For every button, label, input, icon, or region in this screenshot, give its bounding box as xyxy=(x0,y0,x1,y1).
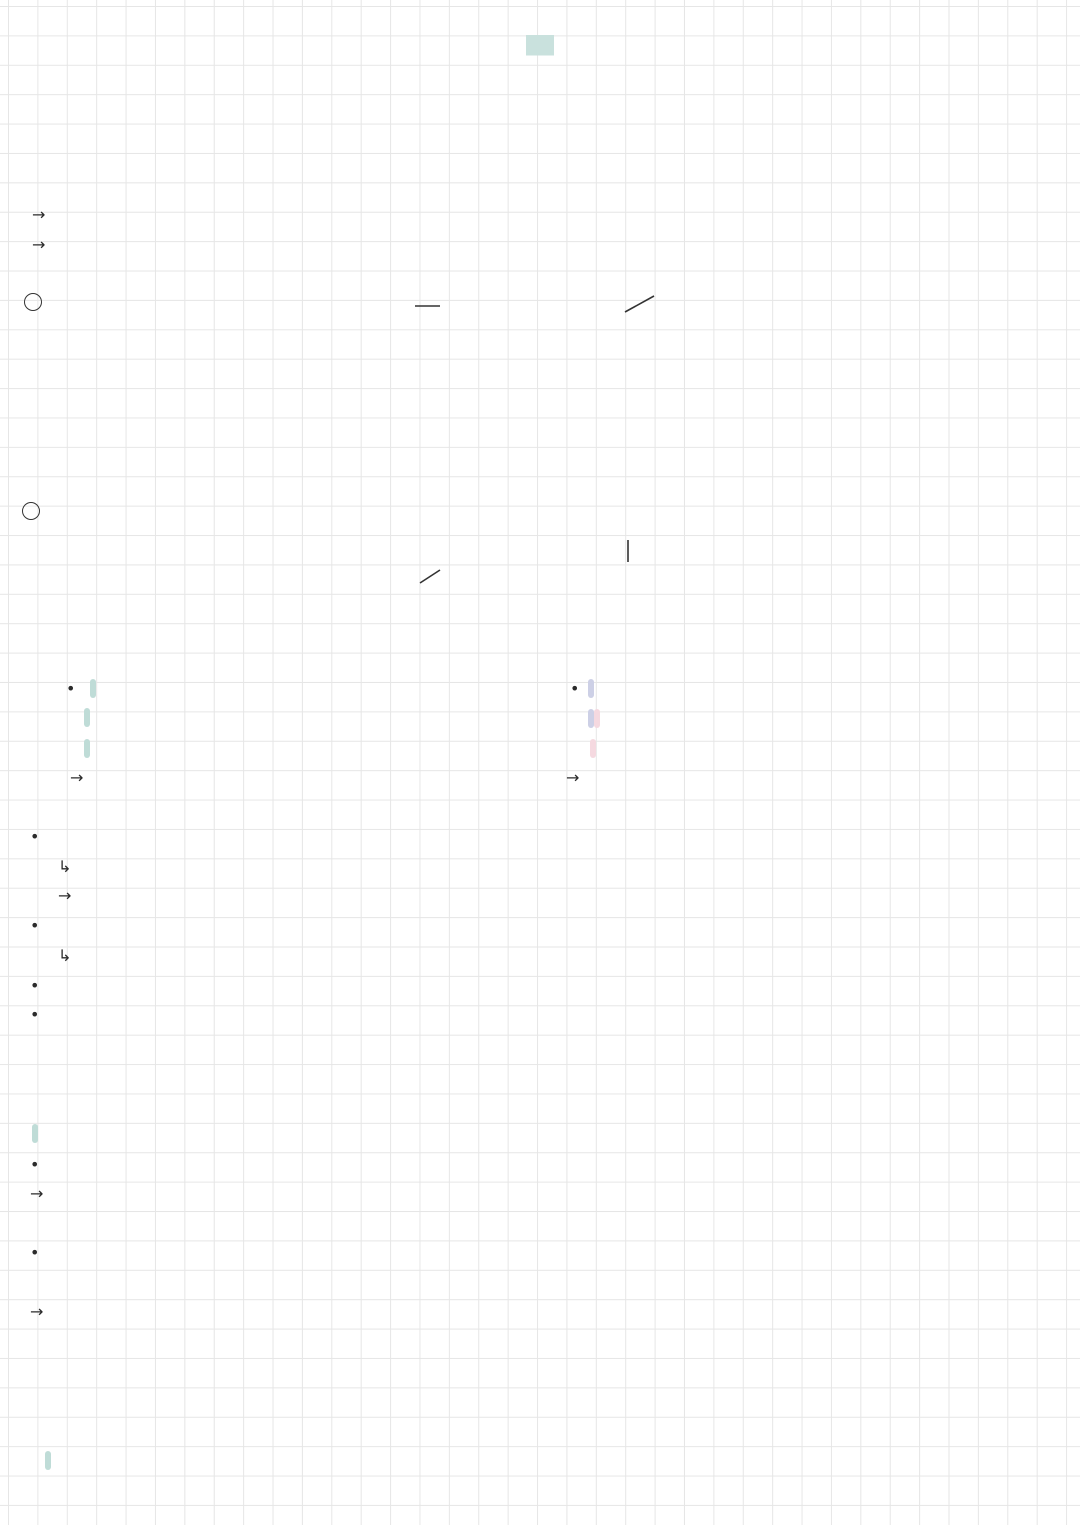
innerhalb-line-3 xyxy=(590,739,596,759)
bullet-icon: • xyxy=(570,679,588,698)
pumpe-line-6 xyxy=(30,1302,45,1322)
main-line-3 xyxy=(58,886,73,906)
ausserhalb-b2-highlight xyxy=(84,708,90,727)
ausserhalb-line-3 xyxy=(84,739,90,759)
bullet-icon: • xyxy=(30,916,55,935)
innerhalb-b3-highlight xyxy=(590,739,596,758)
pumpe-conclusion-text xyxy=(45,1451,51,1470)
arrow-right-icon: → xyxy=(30,1302,46,1321)
arrow-right-icon: → xyxy=(32,235,48,254)
ausserhalb-b1-highlight xyxy=(90,679,96,698)
pumpe-line-9 xyxy=(62,1391,75,1411)
pumpe-line-8 xyxy=(62,1362,75,1382)
arrow-hook-icon: ↳ xyxy=(58,946,74,965)
pumpe-conclusion xyxy=(32,1451,51,1471)
ausserhalb-b3-highlight xyxy=(84,739,90,758)
pumpe-heading xyxy=(32,1124,38,1144)
pumpe-line-3 xyxy=(58,1213,65,1233)
main-line-9 xyxy=(30,1065,43,1085)
main-line-2 xyxy=(58,857,73,877)
arrow-right-icon: → xyxy=(70,768,86,787)
innerhalb-b1-highlight xyxy=(588,679,594,698)
main-line-4 xyxy=(30,916,54,936)
bullet-icon: • xyxy=(30,976,55,995)
arrow-hook-icon: ↳ xyxy=(58,857,74,876)
main-line-1 xyxy=(30,827,54,847)
pumpe-line-2 xyxy=(30,1184,45,1204)
innerhalb-line-2 xyxy=(588,709,600,729)
bullet-icon: • xyxy=(66,679,91,698)
arrow-right-icon: → xyxy=(566,768,582,787)
bullet-icon: • xyxy=(30,827,55,846)
arrow-right-icon: → xyxy=(30,1184,46,1203)
ausserhalb-line-2 xyxy=(84,708,90,728)
innerhalb-b2-highlight-2 xyxy=(594,709,600,728)
pumpe-line-4 xyxy=(30,1243,54,1263)
bullet-icon: • xyxy=(30,1155,55,1174)
main-line-7 xyxy=(30,1005,54,1025)
arrow-right-icon: → xyxy=(32,205,48,224)
ausserhalb-result xyxy=(70,768,85,788)
ausserhalb-bullet-1 xyxy=(66,679,96,699)
pumpe-line-1 xyxy=(30,1155,54,1175)
main-line-6 xyxy=(30,976,54,996)
innerhalb-result xyxy=(566,768,581,788)
arrow-right-icon: → xyxy=(58,886,74,905)
main-line-5 xyxy=(58,946,73,966)
bullet-icon: • xyxy=(30,1243,55,1262)
pumpe-heading-text xyxy=(32,1124,38,1143)
bullet-icon: • xyxy=(30,1005,55,1024)
innerhalb-bullet-1 xyxy=(570,679,594,699)
